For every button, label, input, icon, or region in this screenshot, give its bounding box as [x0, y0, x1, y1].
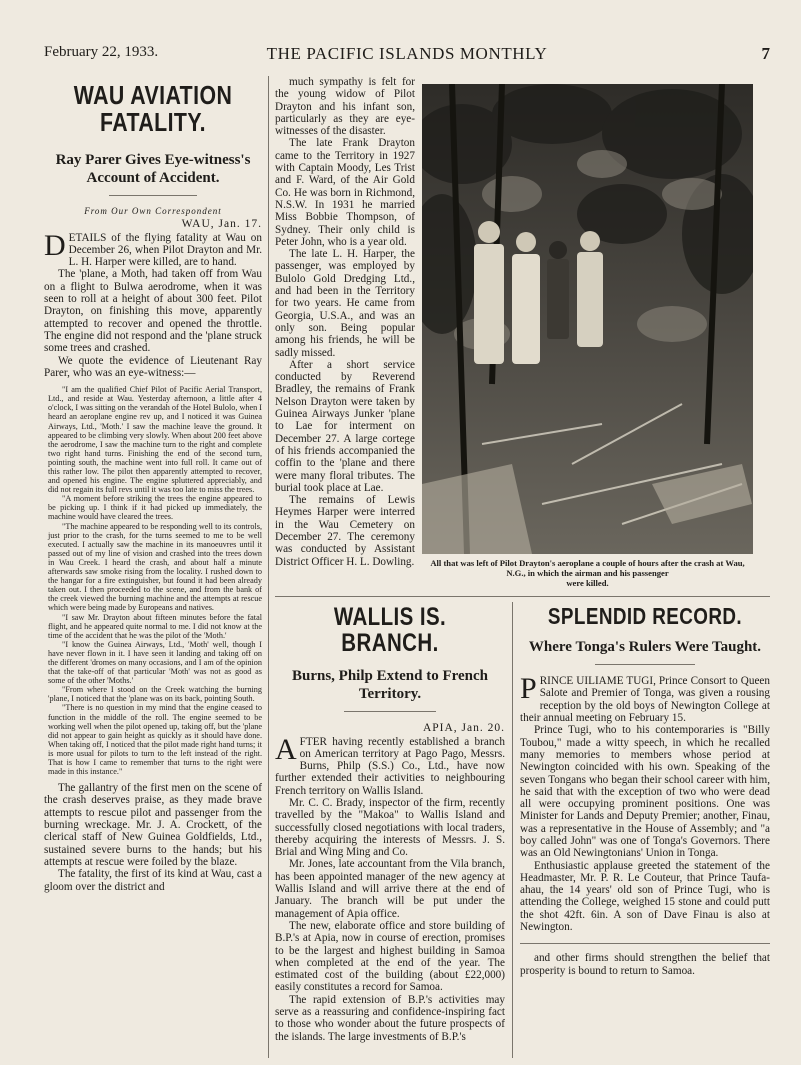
wallis-paragraph: AFTER having recently established a branch on American territory at Pago Pago, Messrs. Burns, Philp (S.S.) Co., Ltd., have now further extended their activities to neighbouring French territory on Wallis Island. [275, 732, 505, 797]
tonga-headline: SPLENDID RECORD. [547, 603, 743, 629]
caption-text: All that was left of Pilot Drayton's aeroplane a couple of hours after the crash at Wau, N.G., in which the airman and his passenger [430, 558, 745, 578]
wallis-paragraph: The new, elaborate office and store building of B.P.'s at Apia, now in course of erection, promises to be the largest and highest building in Samoa when completed at the end of the year. The estimated cost of the building (about £22,000) easily constitutes a record for Samoa. [275, 919, 505, 994]
wau-paragraph: The late Frank Drayton came to the Territory in 1927 with Captain Moody, Les Trist and F. Ward, of the Air Gold Co. He was born in Richmond, N.S.W. In 1931 he married Miss Bobbie Thompson, of Sydney. Their only child is Peter John, who is a year old. [275, 137, 415, 248]
wau-paragraph: The remains of Lewis Heymes Harper were interred in the Wau Cemetery on December 27. The ceremony was conducted by Assistant District Officer H. L. Dowling. [275, 494, 415, 568]
wau-article-column-1 [44, 76, 262, 1058]
wau-article-column-2 [275, 76, 415, 591]
quote-paragraph: "From where I stood on the Creek watching the burning 'plane, I noticed that the 'plane was on its back, pointing South. [48, 685, 262, 704]
wau-paragraph: After a short service conducted by Reverend Bradley, the remains of Frank Nelson Drayton were taken by Guinea Airways Junker 'plane to Lae for interment on December 27. A large cortege of his friends accompanied the coffin to the 'plane and there were many floral tributes. The burial took place at Lae. [275, 358, 415, 494]
quote-paragraph: "There is no question in my mind that the engine ceased to function in the middle of the roll. The engine seemed to be working well when the pilot opened up, taking off, but the 'plane did not appear to gain height as quickly as it should have done. When taking off, I noticed that the pilot made right hand turns; it is more usual for pilots to turn to the left instead of the right. That is how I came to remember that turns to the right were made in this instance." [48, 703, 262, 777]
wallis-paragraph: Mr. C. C. Brady, inspector of the firm, recently travelled by the "Makoa" to Wallis Island and successfully closed negotiations with local traders, thereby acquiring the interests of Messrs. J. S. Brial and Wing Ming and Co. [275, 796, 505, 859]
drop-cap: P [520, 672, 537, 706]
wau-paragraph: DETAILS of the flying fatality at Wau on December 26, when Pilot Drayton and Mr. L. H. Harper were killed, are to hand. [44, 228, 262, 269]
wallis-dateline: APIA, Jan. 20. [422, 721, 505, 734]
wallis-continuation: and other firms should strengthen the belief that prosperity is bound to return to Samoa. [520, 952, 770, 977]
wallis-headline: WALLIS IS. BRANCH. [333, 603, 447, 658]
wau-paragraph: much sympathy is felt for the young widow of Pilot Drayton and his infant son, particularly as they are eye-witnesses of the disaster. [275, 76, 415, 138]
tonga-subhead: Where Tonga's Rulers Were Taught. [528, 639, 762, 656]
wallis-paragraph: Mr. Jones, late accountant from the Vila branch, has been appointed manager of the new agency at Wallis Island and will arrive there at the end of January. The branch will be put under the management of Apia office. [275, 858, 505, 920]
divider [344, 711, 436, 712]
wau-headline: WAU AVIATION FATALITY. [73, 80, 233, 138]
drop-cap: A [275, 732, 297, 766]
divider [595, 664, 695, 665]
quote-paragraph: "The machine appeared to be responding well to its controls, just prior to the crash, for the turns seemed to me to be well executed. I actually saw the machine in its manoeuvres until it passed out of my line of vision and crashed into the trees down in Wau Creek. I heard the crash, and about half a minute afterwards saw smoke rising from the locality. I rushed down to the hangar for a fire extinguisher, but found it had been already taken out. I then proceeded to the scene, and from the bank of the creek viewed the burning machine and the attempts at rescue which were being made by Europeans and natives. [48, 521, 262, 613]
tonga-paragraph: Enthusiastic applause greeted the statement of the Headmaster, Mr. P. R. Le Couteur, that Prince Taufa-ahau, the 14 years' old son of Prince Tugi, who is attending the College, weighed 15 stone and could putt the shot 42ft. 6in. A son of Dave Finau is also at Newington. [520, 859, 770, 934]
quote-paragraph: "I am the qualified Chief Pilot of Pacific Aerial Transport, Ltd., and reside at Wau. Yesterday afternoon, a little after 4 o'clock, I was sitting on the verandah of the Hotel Bulolo, when I heard an aeroplane engine rev up, and I noticed it was Guinea Airways, Ltd., 'Moth.' I saw the machine leave the ground. It appeared to be climbing very slowly. When about 200 feet above the aerodrome, I saw the machine turn to the right and complete two right hand turns. Finishing the end of the second turn, pointing south, the machine went into full roll. It came out of this rather low. The pilot then apparently attempted to recover, and opened his engine. The engine spluttered appreciably, and did not regain its full revs until it was too late to miss the trees. [48, 385, 262, 495]
eyewitness-quote [44, 385, 262, 776]
masthead [44, 44, 770, 66]
wau-dateline: WAU, Jan. 17. [181, 217, 262, 230]
column-rule [268, 76, 269, 1058]
wallis-subhead: Burns, Philp Extend to French Territory. [291, 667, 488, 702]
tonga-article [520, 602, 770, 1058]
wallis-article [275, 602, 505, 1058]
wau-paragraph: The gallantry of the first men on the scene of the crash deserves praise, as they made brave attempts to rescue pilot and passenger from the burning wreckage. Mr. J. A. Crockett, of the clerical staff of New Guinea Goldfields, Ltd., sustained severe burns to the hands; but his attempts at rescue were foiled by the blaze. [44, 782, 262, 868]
caption-text: were killed. [566, 578, 609, 588]
tonga-paragraph: Prince Tugi, who to his contemporaries is "Billy Toubou," made a witty speech, in which he recalled many memories to members whose period at Newington coincided with his own. Speaking of the seven Tongans who began their school career with him, he said that with the exception of two who were dead all were occupying prominent positions. One was Minister for Lands and Deputy Premier; another, Finau, was a representative in the House of Assembly; and "a boy called John" was one of Tonga's Governors. There was an Old Newingtonians' Union in Tonga. [520, 724, 770, 860]
crash-site-photo [422, 84, 753, 554]
wau-subhead: Ray Parer Gives Eye-witness's Account of Accident. [55, 151, 251, 186]
tonga-paragraph: PRINCE UILIAME TUGI, Prince Consort to Queen Salote and Premier of Tonga, was given a rousing reception by the old boys of Newington College at their annual meeting on February 15. [520, 672, 770, 725]
wau-paragraph: The fatality, the first of its kind at Wau, cast a gloom over the district and [44, 868, 262, 893]
quote-paragraph: "I saw Mr. Drayton about fifteen minutes before the fatal flight, and he appeared quite normal to me. I did not know at the time of the accident that he was the pilot of the 'Moth.' [48, 612, 262, 640]
issue-date: February 22, 1933. [44, 44, 159, 60]
divider [109, 195, 196, 196]
wau-byline: From Our Own Correspondent [84, 205, 222, 216]
wallis-paragraph: The rapid extension of B.P.'s activities may serve as a reassuring and confidence-inspiring fact to those who wonder about the future prospects of the islands. The large investments of B.P.'s [275, 993, 505, 1043]
wau-paragraph: The late L. H. Harper, the passenger, was employed by Bulolo Gold Dredging Ltd., and had been in the Territory for two years. He came from Georgia, U.S.A., and was an only son. Being popular among his friends, he will be sadly missed. [275, 248, 415, 359]
section-rule [275, 596, 770, 597]
quote-paragraph: "A moment before striking the trees the engine appeared to be picking up. I think if it had picked up immediately, the machine would have cleared the trees. [48, 494, 262, 522]
divider [520, 943, 770, 944]
quote-paragraph: "I know the Guinea Airways, Ltd., 'Moth' well, though I have never flown in it. I have seen it landing and taking off on the different 'dromes on many occasions, and I am of the opinion that the take-off of that particular 'Moth' was not as good as some of the other 'Moths.' [48, 639, 262, 686]
publication-title: THE PACIFIC ISLANDS MONTHLY [266, 44, 548, 63]
wau-paragraph: We quote the evidence of Lieutenant Ray Parer, who was an eye-witness:— [44, 354, 262, 379]
column-rule [512, 602, 513, 1058]
photo-caption [422, 558, 753, 588]
drop-cap: D [44, 228, 66, 262]
page-number: 7 [761, 44, 770, 63]
photo-image [422, 84, 753, 554]
wau-paragraph: The 'plane, a Moth, had taken off from Wau on a flight to Bulwa aerodrome, when it was seen to roll at a height of about 300 feet. Pilot Drayton, on finishing this move, apparently attempted to recover and opened the throttle. The engine did not respond and the 'plane struck some trees and crashed. [44, 268, 262, 355]
